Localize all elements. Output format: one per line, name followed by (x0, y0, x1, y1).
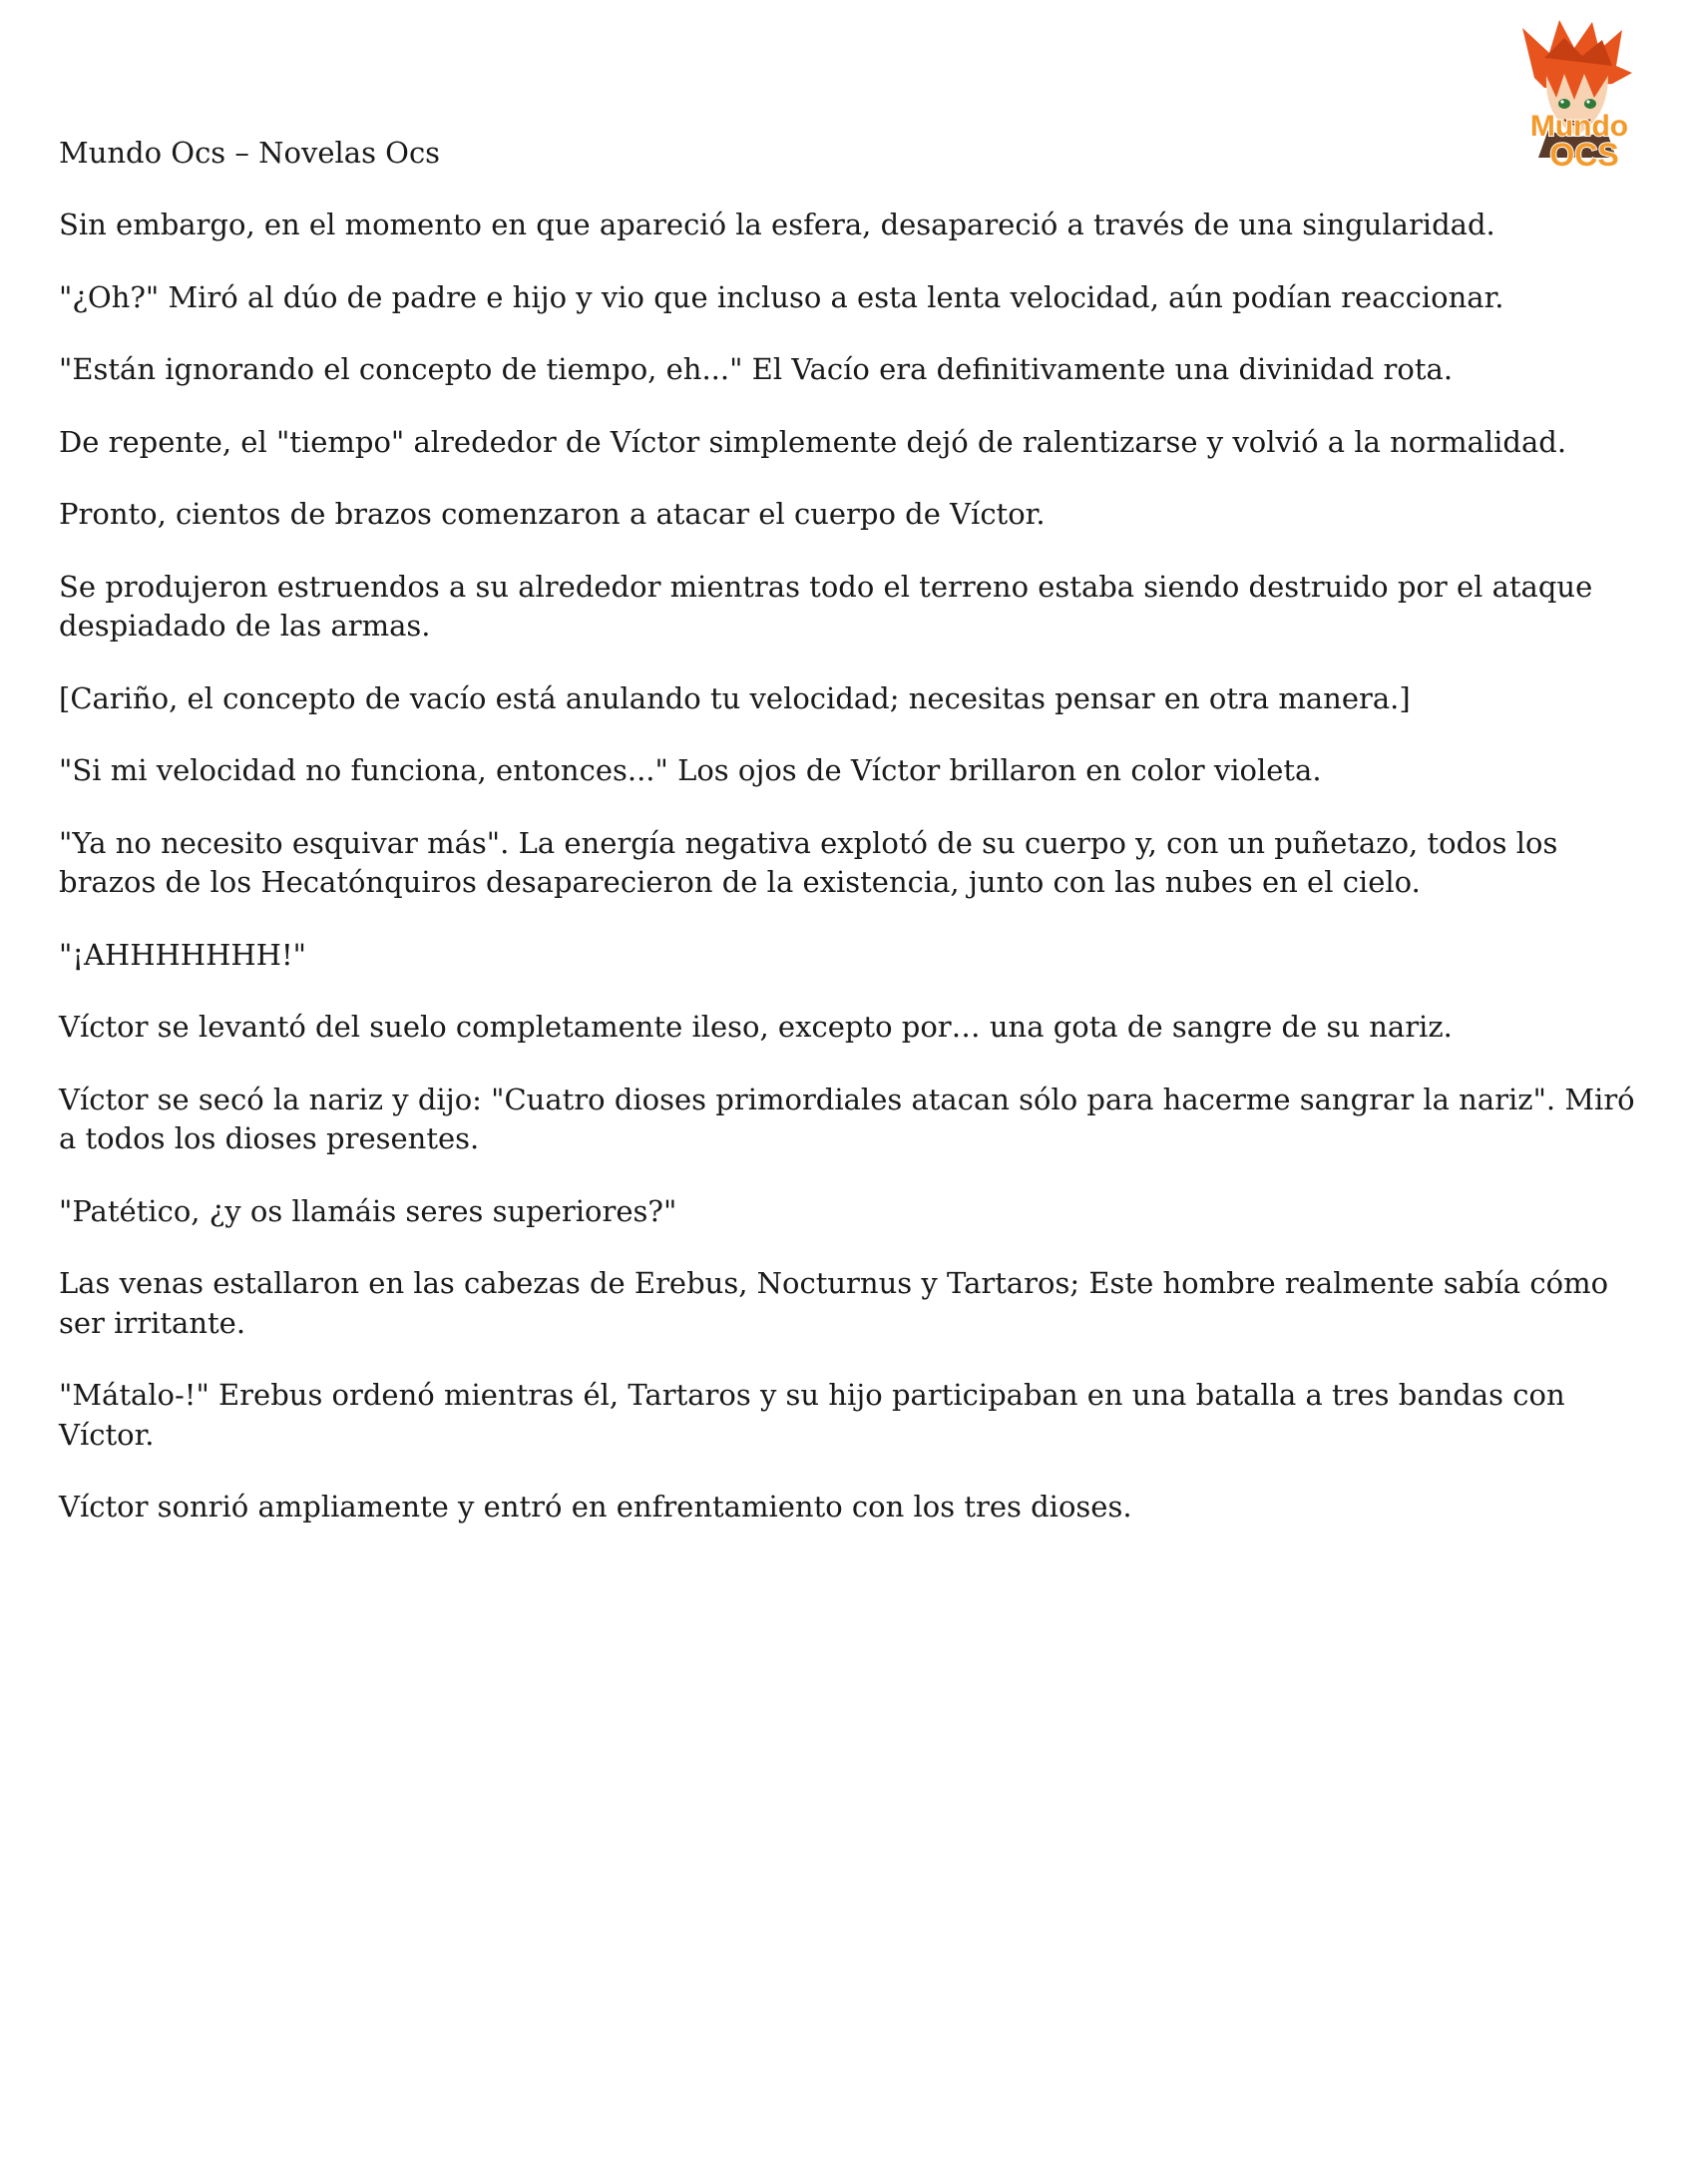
paragraph: "Están ignorando el concepto de tiempo, eh..." El Vacío era definitivamente una divinidad rota. (59, 352, 1454, 386)
paragraph: "Mátalo-!" Erebus ordenó mientras él, Tartaros y su hijo participaban en una batalla a tres bandas con Víctor. (59, 1378, 1565, 1452)
page-header: Mundo Ocs – Novelas Ocs (59, 136, 441, 170)
paragraph: De repente, el "tiempo" alrededor de Víctor simplemente dejó de ralentizarse y volvió a la normalidad. (59, 424, 1567, 459)
paragraph: Pronto, cientos de brazos comenzaron a atacar el cuerpo de Víctor. (59, 497, 1046, 531)
paragraph: Víctor se levantó del suelo completamente ileso, excepto por… una gota de sangre de su nariz. (59, 1010, 1453, 1044)
paragraph: "Patético, ¿y os llamáis seres superiores?" (59, 1193, 677, 1228)
paragraph: Víctor sonrió ampliamente y entró en enfrentamiento con los tres dioses. (59, 1490, 1132, 1524)
paragraph: [Cariño, el concepto de vacío está anulando tu velocidad; necesitas pensar en otra manera.] (59, 680, 1411, 715)
paragraph: Las venas estallaron en las cabezas de Erebus, Nocturnus y Tartaros; Este hombre realmente sabía cómo ser irritante. (59, 1266, 1609, 1340)
paragraph: Sin embargo, en el momento en que apareció la esfera, desapareció a través de una singularidad. (59, 208, 1495, 241)
paragraph: "Si mi velocidad no funciona, entonces..." Los ojos de Víctor brillaron en color violeta. (59, 753, 1322, 787)
paragraph: "¡AHHHHHHH!" (59, 937, 306, 972)
paragraph: "Ya no necesito esquivar más". La energía negativa explotó de su cuerpo y, con un puñetazo, todos los brazos de los Hecatónquiros desaparecieron de la existencia, junto con las nubes en el cielo. (59, 825, 1558, 899)
paragraph: Se produjeron estruendos a su alrededor mientras todo el terreno estaba siendo destruido por el ataque despiadado de las armas. (59, 569, 1593, 643)
logo-text-mundo: Mundo (1529, 110, 1629, 143)
paragraph: "¿Oh?" Miró al dúo de padre e hijo y vio que incluso a esta lenta velocidad, aún podían reaccionar. (59, 279, 1504, 314)
logo-text-ocs: OCS (1549, 137, 1619, 173)
mundo-ocs-logo (1504, 18, 1654, 173)
paragraph: Víctor se secó la nariz y dijo: "Cuatro dioses primordiales atacan sólo para hacerme sangrar la nariz". Miró a todos los dioses presentes. (59, 1082, 1635, 1155)
chapter-body (59, 206, 1645, 1560)
